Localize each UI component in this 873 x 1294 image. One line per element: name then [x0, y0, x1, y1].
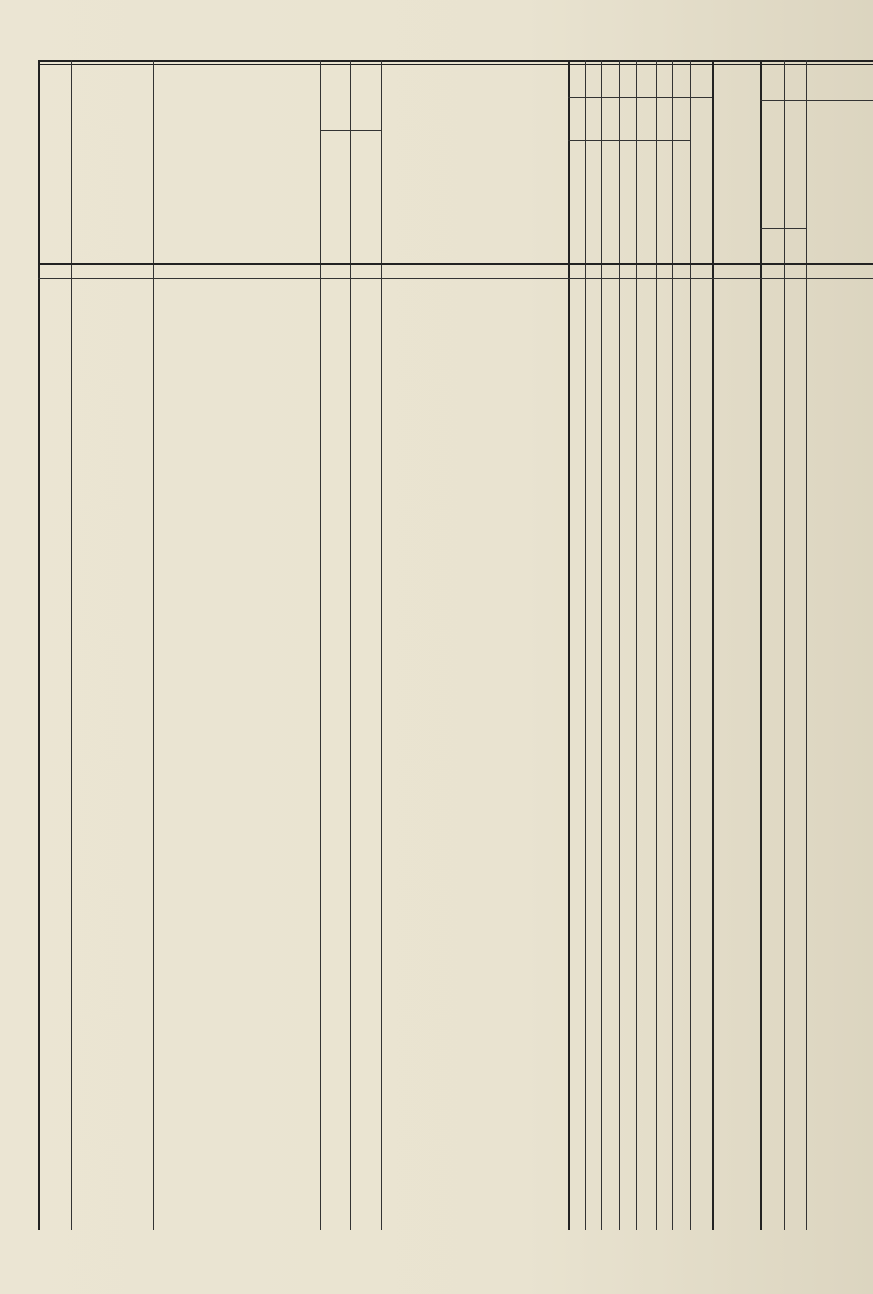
table-top-rule	[38, 60, 873, 62]
rule-h-area	[320, 130, 381, 131]
table-top-rule-2	[38, 64, 873, 65]
rule-h-occupied2	[760, 228, 806, 229]
rule-col7	[568, 60, 570, 1230]
rule-col9	[601, 60, 602, 1230]
rule-col10	[619, 60, 620, 1230]
rule-col5	[350, 60, 351, 1230]
rule-col13	[672, 60, 673, 1230]
rule-h-buildings2	[568, 140, 690, 141]
rule-col18	[806, 60, 807, 1230]
rule-col16	[760, 60, 762, 1230]
rule-colnums-bottom	[38, 278, 873, 279]
rule-col14	[690, 60, 691, 1230]
rule-col3	[153, 60, 154, 1230]
rule-col12	[656, 60, 657, 1230]
rule-col17	[784, 60, 785, 1230]
rule-col8	[585, 60, 586, 1230]
header-c15	[716, 70, 756, 260]
rule-col1-left	[38, 60, 40, 1230]
rule-col4	[320, 60, 321, 1230]
rule-col6	[381, 60, 382, 1230]
rule-col2	[71, 60, 72, 1230]
rule-col11	[636, 60, 637, 1230]
rule-header-bottom	[38, 263, 873, 265]
rule-h-buildings	[568, 97, 712, 98]
rule-h-occupied	[760, 100, 873, 101]
rule-col15	[712, 60, 714, 1230]
